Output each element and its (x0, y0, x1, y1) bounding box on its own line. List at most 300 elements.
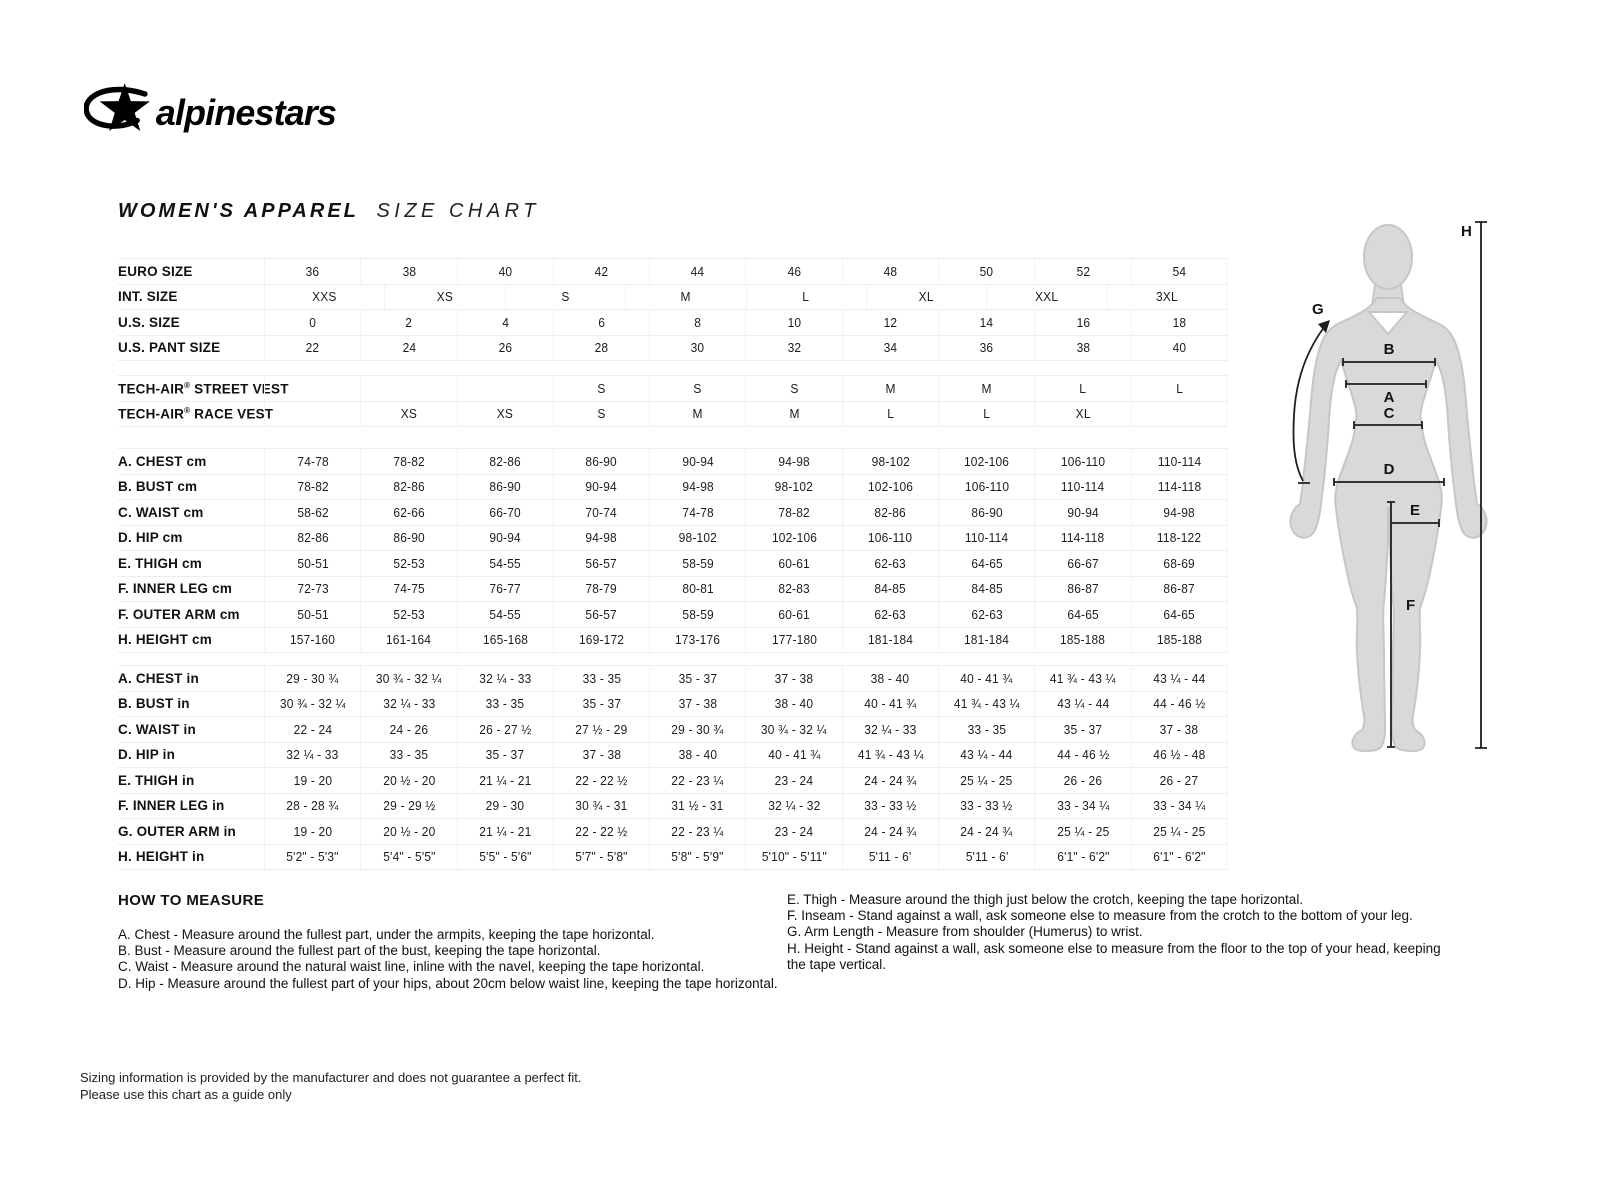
body-head (1364, 225, 1412, 289)
cell (842, 845, 938, 870)
cell-value: 5'11 - 6' (965, 849, 1009, 865)
cell (842, 602, 938, 627)
cell (649, 602, 745, 627)
row-label: D. HIP in (118, 747, 176, 763)
cell (360, 743, 456, 768)
cell (649, 310, 745, 335)
cell-value: 181-184 (867, 632, 914, 648)
row-label: F. OUTER ARM cm (118, 606, 240, 622)
cell (1131, 526, 1228, 551)
cell-value: XXS (312, 289, 337, 305)
cell (553, 692, 649, 717)
cell-value: 110-114 (1061, 479, 1105, 495)
cell (264, 259, 360, 284)
cell (553, 819, 649, 844)
cell-value: 70-74 (585, 504, 618, 520)
cell (842, 526, 938, 551)
cell-value: 33 - 35 (582, 670, 621, 686)
cell (1034, 768, 1130, 793)
diagram-label-b: B (1383, 341, 1395, 358)
cell-value: 62-63 (970, 606, 1003, 622)
cell (457, 310, 553, 335)
cell-value: 86-90 (489, 479, 521, 495)
cell-value: 114-118 (1061, 530, 1105, 546)
cell-value: 110-114 (965, 530, 1009, 546)
row-label: C. WAIST cm (118, 504, 204, 520)
cell (553, 376, 649, 401)
cell-value: 33 - 33 ½ (960, 798, 1013, 814)
alpinestars-logo-svg (84, 80, 349, 150)
cell-value: 22 - 24 (293, 721, 332, 737)
cell-value: 38 - 40 (678, 747, 718, 763)
table-row-d-hip-in (118, 743, 1228, 769)
table-row-u-s-pant-size (118, 336, 1228, 362)
cell (1131, 259, 1228, 284)
row-label: TECH-AIR® STREET VEST (118, 380, 289, 396)
cell-value: 6'1" - 6'2" (1153, 849, 1206, 865)
row-label: F. INNER LEG cm (118, 581, 233, 597)
cell (1131, 577, 1228, 602)
cell-value: 24 - 24 ¾ (960, 823, 1013, 839)
cell (264, 526, 360, 551)
cell-value: 54-55 (489, 606, 521, 622)
cell-value: L (802, 289, 810, 305)
cell-value: 40 (498, 263, 513, 279)
cell (649, 526, 745, 551)
cell-value: 38 - 40 (871, 670, 910, 686)
table-row-f-inner-leg-in (118, 794, 1228, 820)
cell (745, 768, 841, 793)
cell-value: 5'11 - 6' (869, 849, 912, 865)
diagram-label-g: G (1312, 301, 1324, 318)
cell (1034, 577, 1130, 602)
cell (457, 449, 553, 474)
cell (457, 768, 553, 793)
measure-instruction-waist: C. Waist - Measure around the natural waist line, inline with the navel, keeping the tape horizontal. (118, 959, 705, 975)
cell (1034, 500, 1130, 525)
cell (1034, 402, 1130, 427)
cell (745, 475, 841, 500)
cell (264, 602, 360, 627)
cell (360, 475, 456, 500)
cell-value: 43 ¼ - 44 (960, 747, 1013, 763)
cell-value: 21 ¼ - 21 (479, 772, 532, 788)
cell-value: 68-69 (1163, 555, 1196, 571)
cell-value: XS (497, 406, 514, 422)
cell (1131, 628, 1228, 653)
cell (938, 692, 1034, 717)
cell-value: 18 (1172, 314, 1187, 330)
cell (1034, 692, 1130, 717)
cell-value: 5'5" - 5'6" (479, 849, 532, 865)
cell-value: 58-62 (296, 504, 329, 520)
cell-value: L (1175, 380, 1183, 396)
cell-value: 23 - 24 (774, 772, 814, 788)
cell (842, 743, 938, 768)
cell-value: 185-188 (1060, 632, 1106, 648)
cell (1131, 819, 1228, 844)
cell-value: 64-65 (1163, 606, 1196, 622)
row-label: E. THIGH in (118, 772, 195, 788)
diagram-label-h: H (1461, 223, 1472, 240)
cell (745, 743, 841, 768)
body-diagram-svg (1258, 210, 1498, 770)
table-row-int-size (118, 285, 1228, 311)
cell-value: 169-172 (578, 632, 625, 648)
table-group-tech (118, 375, 1228, 427)
cell (842, 310, 938, 335)
cell-value: 80-81 (682, 581, 714, 597)
cell (649, 475, 745, 500)
cell (649, 794, 745, 819)
cell-value: 5'4" - 5'5" (382, 849, 436, 865)
cell-value: 29 - 29 ½ (382, 798, 436, 814)
cell (360, 845, 456, 870)
cell (866, 285, 986, 310)
cell (360, 310, 456, 335)
cell-value: 78-82 (778, 504, 810, 520)
cell (1107, 285, 1228, 310)
cell (360, 794, 456, 819)
cell-value: XS (436, 289, 454, 305)
cell-value: 60-61 (778, 606, 810, 622)
cell-value: 30 ¾ - 32 ¼ (376, 670, 442, 686)
cell (457, 500, 553, 525)
cell (1034, 717, 1130, 742)
cell-value: 54-55 (489, 555, 521, 571)
cell-value: 8 (694, 314, 702, 330)
cell-value: 64-65 (970, 555, 1003, 571)
cell (842, 628, 938, 653)
cell (1131, 551, 1228, 576)
cell (649, 336, 745, 361)
cell (938, 819, 1034, 844)
cell-value: XS (400, 406, 418, 422)
cell-value: 2 (405, 314, 413, 330)
cell (745, 310, 841, 335)
table-row-f-outer-arm-cm (118, 602, 1228, 628)
table-row-e-thigh-in (118, 768, 1228, 794)
cell (457, 692, 553, 717)
cell-value: 19 - 20 (293, 823, 332, 839)
cell (1131, 336, 1228, 361)
cell (457, 475, 553, 500)
cell (1131, 666, 1228, 691)
cell (938, 845, 1034, 870)
cell-value: 44 (690, 263, 705, 279)
cell-value: 43 ¼ - 44 (1153, 670, 1206, 686)
table-row-a-chest-in (118, 665, 1228, 692)
cell-value: 50-51 (296, 555, 329, 571)
cell-value: 26 (498, 340, 513, 356)
cell (938, 628, 1034, 653)
cell-value: 157-160 (290, 632, 336, 648)
cell-value: 76-77 (489, 581, 521, 597)
cell (842, 449, 938, 474)
cell-value: 62-63 (874, 606, 907, 622)
cell-value: 58-59 (682, 606, 714, 622)
cell-value: 22 (305, 340, 320, 356)
cell-value: 58-59 (682, 555, 714, 571)
cell-value: 24 - 26 (389, 721, 429, 737)
cell (745, 259, 841, 284)
cell (505, 285, 625, 310)
cell (842, 551, 938, 576)
cell-value: 118-122 (1157, 530, 1202, 546)
cell (842, 717, 938, 742)
cell-value: 26 - 26 (1063, 772, 1103, 788)
cell-value: 19 - 20 (293, 772, 332, 788)
cell (457, 602, 553, 627)
table-group-in (118, 665, 1228, 870)
cell-value: 10 (787, 314, 801, 330)
row-label: C. WAIST in (118, 721, 196, 737)
cell-value: 35 - 37 (1063, 721, 1103, 737)
cell (264, 285, 384, 310)
cell (842, 259, 938, 284)
cell (1131, 794, 1228, 819)
cell (360, 336, 456, 361)
cell (938, 475, 1034, 500)
cell-value: 64-65 (1067, 606, 1099, 622)
page-title (118, 200, 540, 223)
cell-value: 22 - 22 ½ (575, 772, 628, 788)
cell-value: 26 - 27 ½ (479, 721, 532, 737)
row-label: TECH-AIR® RACE VEST (118, 406, 274, 422)
body-silhouette (1290, 298, 1486, 751)
cell (360, 692, 456, 717)
cell (457, 845, 553, 870)
cell-value: 33 - 35 (967, 721, 1006, 737)
cell-value: 25 ¼ - 25 (1056, 823, 1110, 839)
cell-value: 32 ¼ - 33 (286, 747, 339, 763)
cell-value: 35 - 37 (678, 670, 718, 686)
cell-value: 106-110 (964, 479, 1009, 495)
cell (1034, 628, 1130, 653)
cell (264, 845, 360, 870)
cell-value: 30 ¾ - 32 ¼ (279, 696, 346, 712)
cell (360, 526, 456, 551)
cell-value: 106-110 (1060, 453, 1106, 469)
cell-value: S (597, 380, 606, 396)
cell (360, 449, 456, 474)
cell (360, 666, 456, 691)
cell-value: 0 (309, 314, 317, 330)
cell (553, 336, 649, 361)
cell-value: 30 ¾ - 31 (575, 798, 628, 814)
cell-value: 41 ¾ - 43 ¼ (953, 696, 1020, 712)
cell (938, 794, 1034, 819)
cell (1131, 768, 1228, 793)
table-row-c-waist-in (118, 717, 1228, 743)
cell-value: 30 (690, 340, 705, 356)
cell (457, 819, 553, 844)
row-label: U.S. PANT SIZE (118, 340, 221, 356)
cell (649, 743, 745, 768)
cell-value: 78-82 (296, 479, 329, 495)
cell (360, 500, 456, 525)
cell-value: 90-94 (1067, 504, 1099, 520)
cell (457, 259, 553, 284)
cell (745, 717, 841, 742)
cell (649, 628, 745, 653)
row-label: A. CHEST in (118, 670, 199, 686)
row-label: EURO SIZE (118, 263, 193, 279)
cell-value: 36 (979, 340, 994, 356)
cell (264, 449, 360, 474)
cell (842, 475, 938, 500)
cell-value: 12 (883, 314, 898, 330)
row-label: B. BUST in (118, 696, 190, 712)
cell-value: 38 (402, 263, 416, 279)
table-row-tech-air-street-vest (118, 375, 1228, 402)
diagram-label-f: F (1406, 597, 1416, 614)
cell (842, 819, 938, 844)
disclaimer (80, 1070, 582, 1103)
cell (264, 743, 360, 768)
cell (457, 794, 553, 819)
cell-value: M (692, 406, 703, 422)
cell (457, 526, 553, 551)
cell-value: 5'8" - 5'9" (671, 849, 724, 865)
cell (1131, 500, 1228, 525)
cell (457, 577, 553, 602)
cell (649, 768, 745, 793)
cell-value: 32 ¼ - 33 (864, 721, 917, 737)
alpinestars-logo (84, 80, 349, 155)
table-row-f-inner-leg-cm (118, 577, 1228, 603)
cell (938, 551, 1034, 576)
cell (842, 376, 938, 401)
cell (457, 551, 553, 576)
cell-value: 110-114 (1157, 453, 1202, 469)
measure-instruction-thigh: E. Thigh - Measure around the thigh just below the crotch, keeping the tape horizontal. (787, 892, 1304, 907)
cell-value: 37 - 38 (582, 747, 621, 763)
cell (457, 743, 553, 768)
cell-value: 106-110 (868, 530, 913, 546)
measure-instruction-bust: B. Bust - Measure around the fullest part of the bust, keeping the tape horizontal. (118, 943, 601, 959)
cell-value: 82-83 (778, 581, 810, 597)
cell (264, 628, 360, 653)
cell (1034, 310, 1130, 335)
cell-value: 16 (1076, 314, 1090, 330)
table-row-b-bust-cm (118, 475, 1228, 501)
page-title-sub: SIZE CHART (376, 200, 540, 222)
cell (360, 259, 456, 284)
cell-value: S (790, 380, 799, 396)
row-label: E. THIGH cm (118, 555, 202, 571)
how-to-measure-heading: HOW TO MEASURE (118, 892, 265, 909)
page-title-main: WOMEN'S APPAREL (118, 200, 359, 222)
cell-value: 74-78 (682, 504, 714, 520)
cell (625, 285, 745, 310)
cell-value: 27 ½ - 29 (575, 721, 628, 737)
cell (360, 402, 456, 427)
cell-value: 37 - 38 (678, 696, 718, 712)
cell (553, 577, 649, 602)
cell-value: 25 ¼ - 25 (960, 772, 1013, 788)
cell (1131, 310, 1228, 335)
cell-value: 33 - 35 (485, 696, 525, 712)
cell-value: 24 - 24 ¾ (864, 823, 917, 839)
cell (1131, 602, 1228, 627)
cell (1131, 475, 1228, 500)
cell-value: 74-78 (296, 453, 329, 469)
cell-value: 33 - 33 ½ (864, 798, 917, 814)
cell-value: 82-86 (489, 453, 521, 469)
row-label: H. HEIGHT in (118, 849, 205, 865)
cell-value: 28 - 28 ¾ (286, 798, 339, 814)
cell-value: 35 - 37 (582, 696, 621, 712)
cell-value: 84-85 (874, 581, 907, 597)
cell-value: 102-106 (964, 453, 1010, 469)
row-label: INT. SIZE (118, 289, 178, 305)
cell (938, 717, 1034, 742)
cell (553, 717, 649, 742)
cell (264, 692, 360, 717)
table-row-b-bust-in (118, 692, 1228, 718)
cell (745, 551, 841, 576)
cell (1131, 376, 1228, 401)
cell-value: 33 - 34 ¼ (1056, 798, 1110, 814)
cell (745, 845, 841, 870)
cell (384, 285, 504, 310)
cell-value: 33 - 34 ¼ (1153, 798, 1206, 814)
cell (1034, 449, 1130, 474)
cell-value: 165-168 (482, 632, 528, 648)
cell-value: 82-86 (393, 479, 425, 495)
cell-value: M (885, 380, 896, 396)
cell-value: 98-102 (871, 453, 910, 469)
cell (264, 666, 360, 691)
cell (1034, 551, 1130, 576)
cell-value: 98-102 (678, 530, 718, 546)
cell-value: 181-184 (964, 632, 1010, 648)
cell-value: 24 - 24 ¾ (864, 772, 917, 788)
cell-value: 5'10" - 5'11" (761, 849, 827, 865)
cell-value: 43 ¼ - 44 (1056, 696, 1110, 712)
cell (553, 402, 649, 427)
measure-instruction-arm: G. Arm Length - Measure from shoulder (Humerus) to wrist. (787, 924, 1143, 940)
cell-value: 86-87 (1163, 581, 1196, 597)
table-group-cm (118, 448, 1228, 653)
cell (745, 336, 841, 361)
how-to-measure-left-column (118, 927, 778, 992)
table-row-u-s-size (118, 310, 1228, 336)
cell-value: 161-164 (386, 632, 432, 648)
cell (938, 449, 1034, 474)
row-label: F. INNER LEG in (118, 798, 225, 814)
cell-value: 22 - 23 ¼ (671, 823, 724, 839)
cell (745, 402, 841, 427)
cell-value: 44 - 46 ½ (1056, 747, 1110, 763)
cell-value: 78-82 (393, 453, 425, 469)
row-label: H. HEIGHT cm (118, 632, 212, 648)
cell (1034, 794, 1130, 819)
body-measurement-diagram (1258, 210, 1498, 775)
cell (553, 666, 649, 691)
cell (649, 500, 745, 525)
diagram-label-d: D (1383, 461, 1395, 478)
cell-value: 25 ¼ - 25 (1153, 823, 1206, 839)
table-row-h-height-cm (118, 628, 1228, 654)
cell-value: 46 (787, 263, 801, 279)
table-row-euro-size (118, 258, 1228, 285)
cell-value: 86-90 (393, 530, 425, 546)
cell (553, 259, 649, 284)
height-line (1475, 222, 1487, 748)
cell-value: 52 (1076, 263, 1090, 279)
